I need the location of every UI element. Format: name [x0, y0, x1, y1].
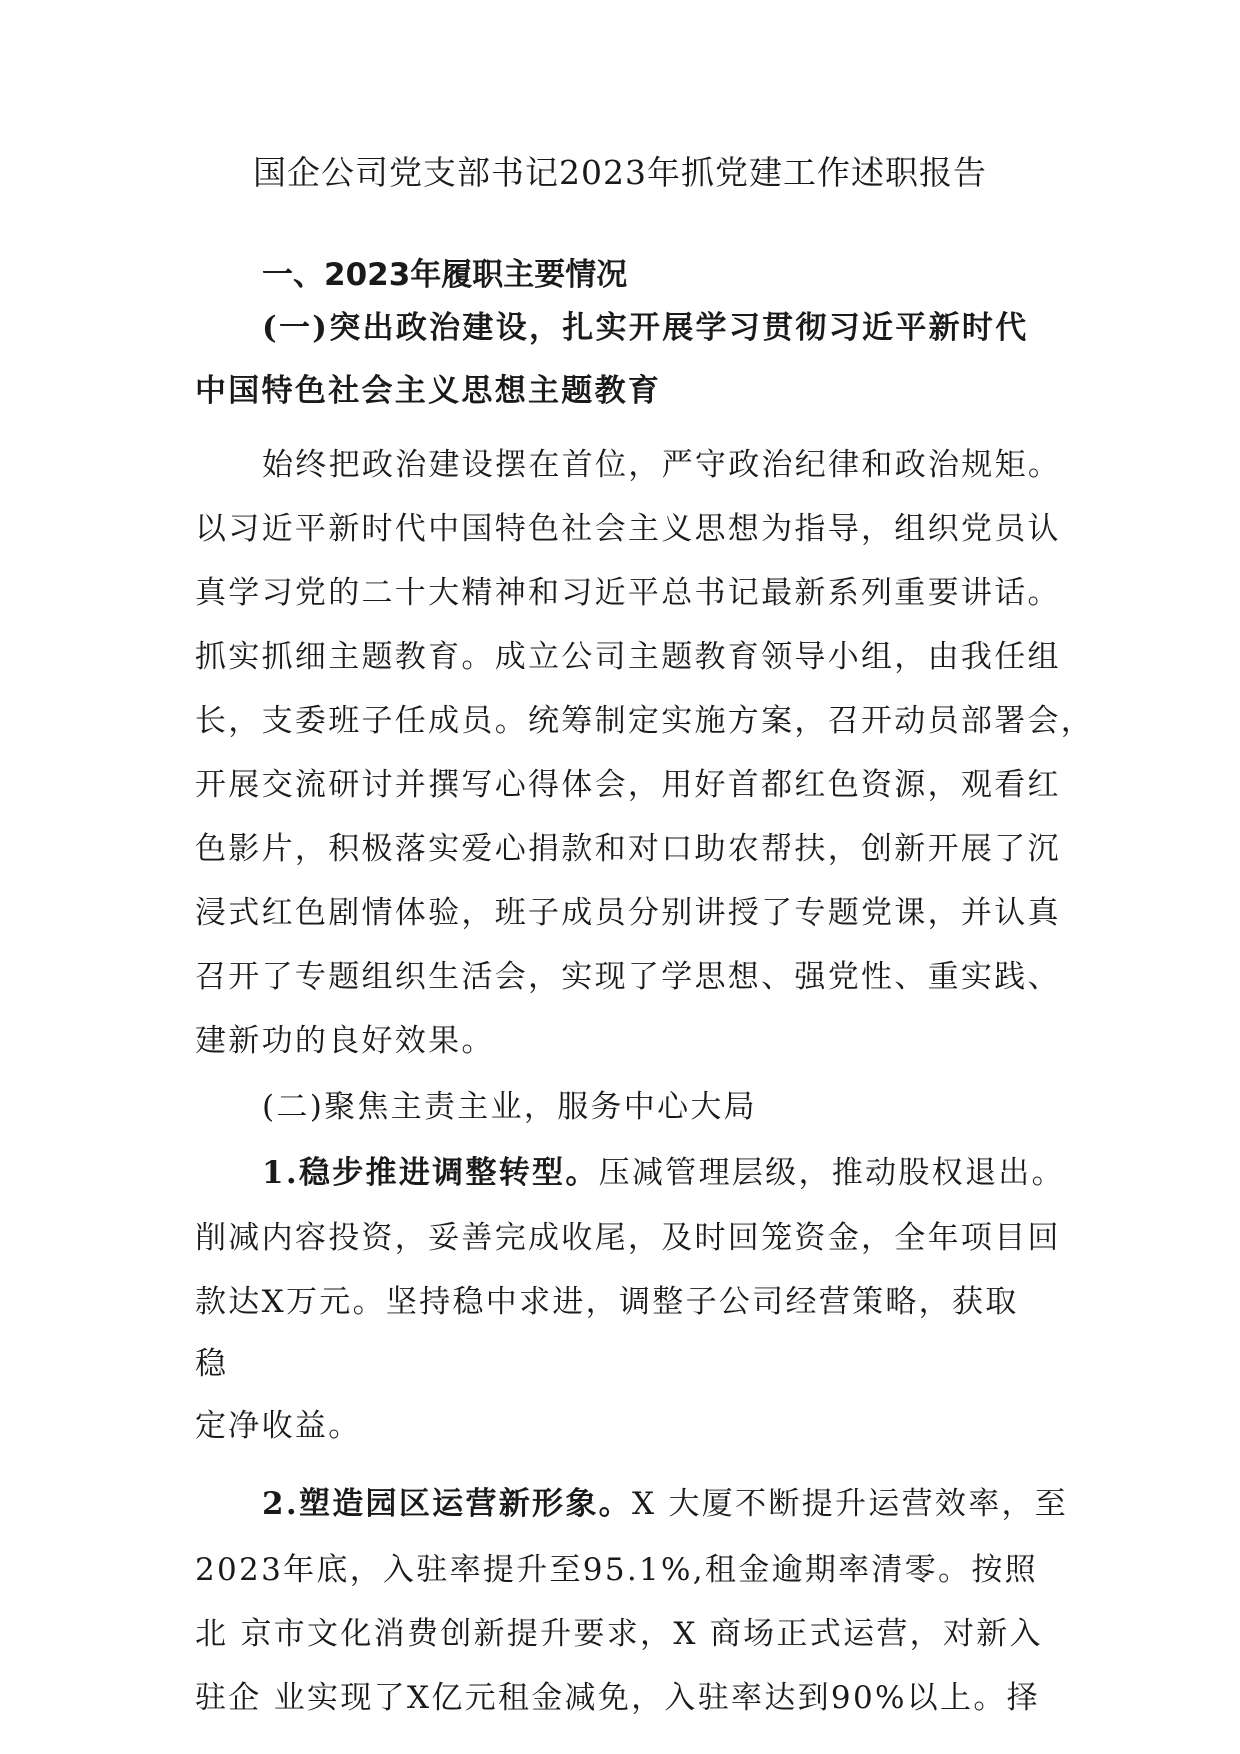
paragraph-line: 长，支委班子任成员。统筹制定实施方案，召开动员部署会，: [195, 703, 1095, 739]
subsection-heading-1-line-1: (一)突出政治建设，扎实开展学习贯彻习近平新时代: [262, 310, 1029, 346]
list-item-1-text: 压减管理层级，推动股权退出。: [598, 1155, 1065, 1191]
paragraph-line: 抓实抓细主题教育。成立公司主题教育领导小组，由我任组: [195, 639, 1061, 675]
list-item-2-line-1: [262, 1479, 1068, 1529]
paragraph-line: 稳: [195, 1346, 229, 1382]
paragraph-line: 以习近平新时代中国特色社会主义思想为指导，组织党员认: [195, 511, 1061, 547]
paragraph-line: 召开了专题组织生活会，实现了学思想、强党性、重实践、: [195, 959, 1061, 995]
section-heading-1: 一、2023年履职主要情况: [262, 257, 628, 293]
paragraph-line: 开展交流研讨并撰写心得体会，用好首都红色资源，观看红: [195, 767, 1061, 803]
paragraph-line: 北 京市文化消费创新提升要求，X 商场正式运营，对新入: [195, 1616, 1043, 1652]
paragraph-line: 2023年底，入驻率提升至95.1%,租金逾期率清零。按照: [195, 1552, 1038, 1588]
paragraph-line: 真学习党的二十大精神和习近平总书记最新系列重要讲话。: [195, 575, 1061, 611]
list-item-1-title: 1.稳步推进调整转型。: [262, 1155, 599, 1191]
subsection-heading-1-line-2: 中国特色社会主义思想主题教育: [195, 373, 662, 409]
paragraph-line: 浸式红色剧情体验，班子成员分别讲授了专题党课，并认真: [195, 895, 1061, 931]
paragraph-line: 驻企 业实现了X亿元租金减免，入驻率达到90%以上。择: [195, 1680, 1040, 1716]
paragraph-line: 款达X万元。坚持稳中求进，调整子公司经营策略，获取: [195, 1284, 1019, 1320]
paragraph-line: 削减内容投资，妥善完成收尾，及时回笼资金，全年项目回: [195, 1220, 1061, 1256]
document-title: 国企公司党支部书记2023年抓党建工作述职报告: [253, 153, 987, 192]
list-item-1-line-1: [262, 1148, 1065, 1198]
list-item-2-text: X 大厦不断提升运营效率，至: [631, 1486, 1069, 1522]
paragraph-line: 定净收益。: [195, 1408, 362, 1444]
paragraph-line: 建新功的良好效果。: [195, 1023, 495, 1059]
paragraph-line: 色影片，积极落实爱心捐款和对口助农帮扶，创新开展了沉: [195, 831, 1061, 867]
paragraph-line: 始终把政治建设摆在首位，严守政治纪律和政治规矩。: [262, 447, 1062, 483]
list-item-2-title: 2.塑造园区运营新形象。: [262, 1486, 632, 1522]
subsection-heading-2: (二)聚焦主责主业，服务中心大局: [262, 1089, 757, 1125]
